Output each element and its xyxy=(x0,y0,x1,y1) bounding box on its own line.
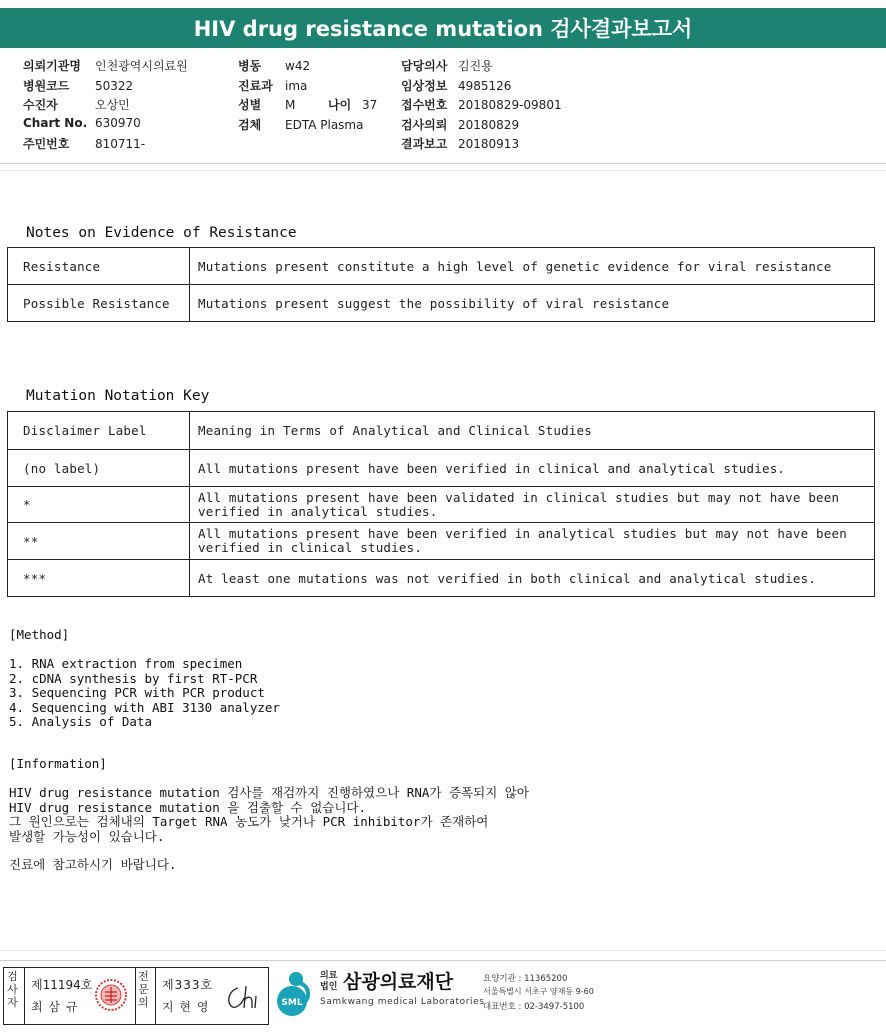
box-divider xyxy=(24,968,25,1024)
notes-label-cell: Possible Resistance xyxy=(8,285,190,322)
information-heading: [Information] xyxy=(9,756,107,771)
table-row xyxy=(8,523,875,560)
key-label-cell: Disclaimer Label xyxy=(8,412,190,450)
key-label-cell: *** xyxy=(8,560,190,597)
table-row xyxy=(8,412,875,450)
information-line: HIV drug resistance mutation 검사를 재검까지 진행하였으나 RNA가 증폭되지 않아 xyxy=(9,785,529,800)
method-steps xyxy=(9,657,280,730)
header-field: 결과보고 20180913 xyxy=(401,137,520,151)
method-step: 5. Analysis of Data xyxy=(9,714,152,729)
header-field: Chart No. 630970 xyxy=(23,115,141,130)
svg-text:SML: SML xyxy=(281,998,303,1008)
box-divider xyxy=(155,968,156,1024)
header-field: 접수번호 20180829-09801 xyxy=(401,98,562,112)
specialist-vertical-label: 전문의 xyxy=(138,970,149,1009)
seal-icon xyxy=(94,978,128,1012)
signature-icon xyxy=(222,978,262,1014)
box-divider xyxy=(135,968,136,1024)
header-field: 검사의뢰 20180829 xyxy=(401,117,520,132)
header-field: 병동 w42 xyxy=(238,59,311,73)
information-closing: 진료에 참고하시기 바랍니다. xyxy=(9,857,177,872)
information-text xyxy=(9,786,529,844)
method-step: 4. Sequencing with ABI 3130 analyzer xyxy=(9,699,280,715)
header-field: 검체 EDTA Plasma xyxy=(238,117,364,132)
table-row xyxy=(8,487,875,523)
inspector-vertical-label: 검사자 xyxy=(7,970,18,1009)
org-prefix: 의료법인 xyxy=(320,971,338,992)
header-field: 수진자 오상민 xyxy=(23,98,130,112)
notes-section-title: Notes on Evidence of Resistance xyxy=(26,225,297,241)
signature-box xyxy=(3,967,269,1025)
specialist-number: 제333호 xyxy=(162,978,214,992)
header-field: 병원코드 50322 xyxy=(23,78,134,93)
header-field: 담당의사 김진용 xyxy=(401,59,493,73)
header-divider-shadow xyxy=(0,170,886,171)
table-row xyxy=(8,285,875,322)
inspector-name: 최 삼 규 xyxy=(31,1000,79,1014)
specialist-name: 지 현 영 xyxy=(162,1000,210,1014)
notes-text-cell: Mutations present suggest the possibility of viral resistance xyxy=(190,285,875,322)
information-line: 발생할 가능성이 있습니다. xyxy=(9,828,165,844)
method-step: 1. RNA extraction from specimen xyxy=(9,656,243,671)
header-col3 xyxy=(401,57,562,155)
sml-logo-icon xyxy=(270,969,316,1019)
header-field: 의뢰기관명 인천광역시의료원 xyxy=(23,59,188,73)
footer-divider-shadow xyxy=(0,950,886,951)
key-text-cell: At least one mutations was not verified in both clinical and analytical studies. xyxy=(190,560,875,597)
table-row xyxy=(8,248,875,285)
key-section-title: Mutation Notation Key xyxy=(26,388,210,404)
inspector-number: 제11194호 xyxy=(31,978,93,992)
key-label-cell: ** xyxy=(8,523,190,560)
information-line: HIV drug resistance mutation 을 검출할 수 없습니다. xyxy=(9,799,367,815)
key-label-cell: (no label) xyxy=(8,450,190,487)
key-text-cell: Meaning in Terms of Analytical and Clinical Studies xyxy=(190,412,875,450)
header-col2 xyxy=(238,57,377,135)
method-step: 3. Sequencing PCR with PCR product xyxy=(9,685,265,700)
footer-divider xyxy=(0,960,886,961)
key-table xyxy=(7,411,875,597)
table-row xyxy=(8,560,875,597)
org-english-name: Samkwang medical Laboratories xyxy=(320,997,485,1007)
org-phone: 대표번호 : 02-3497-5100 xyxy=(483,1002,585,1012)
key-text-cell: All mutations present have been verified in clinical and analytical studies. xyxy=(190,450,875,487)
information-line: 그 원인으로는 검체내의 Target RNA 농도가 낮거나 PCR inhibitor가 존재하여 xyxy=(9,814,489,829)
org-address: 서울특별시 서초구 양재동 9-60 xyxy=(483,987,594,996)
org-name: 삼광의료재단 xyxy=(343,971,454,993)
header-field: 임상정보 4985126 xyxy=(401,78,512,93)
header-divider xyxy=(0,163,886,164)
table-row xyxy=(8,450,875,487)
notes-text-cell: Mutations present constitute a high level of genetic evidence for viral resistance xyxy=(190,248,875,285)
notes-table xyxy=(7,247,875,322)
key-text-cell: All mutations present have been validated in clinical studies but may not have been verified in analytical studies. xyxy=(190,487,875,523)
key-label-cell: * xyxy=(8,487,190,523)
notes-label-cell: Resistance xyxy=(8,248,190,285)
header-field: 진료과 ima xyxy=(238,78,308,93)
header-col1 xyxy=(23,57,188,155)
care-code: 요양기관 : 11365200 xyxy=(483,974,568,984)
method-step: 2. cDNA synthesis by first RT-PCR xyxy=(9,670,258,686)
header-field: 주민번호 810711- xyxy=(23,137,146,151)
header-field: 성별 M 나이 37 xyxy=(238,98,378,112)
method-heading: [Method] xyxy=(9,627,70,642)
key-text-cell: All mutations present have been verified in analytical studies but may not have been verified in clinical studies. xyxy=(190,523,875,560)
report-title: HIV drug resistance mutation 검사결과보고서 xyxy=(0,8,886,48)
